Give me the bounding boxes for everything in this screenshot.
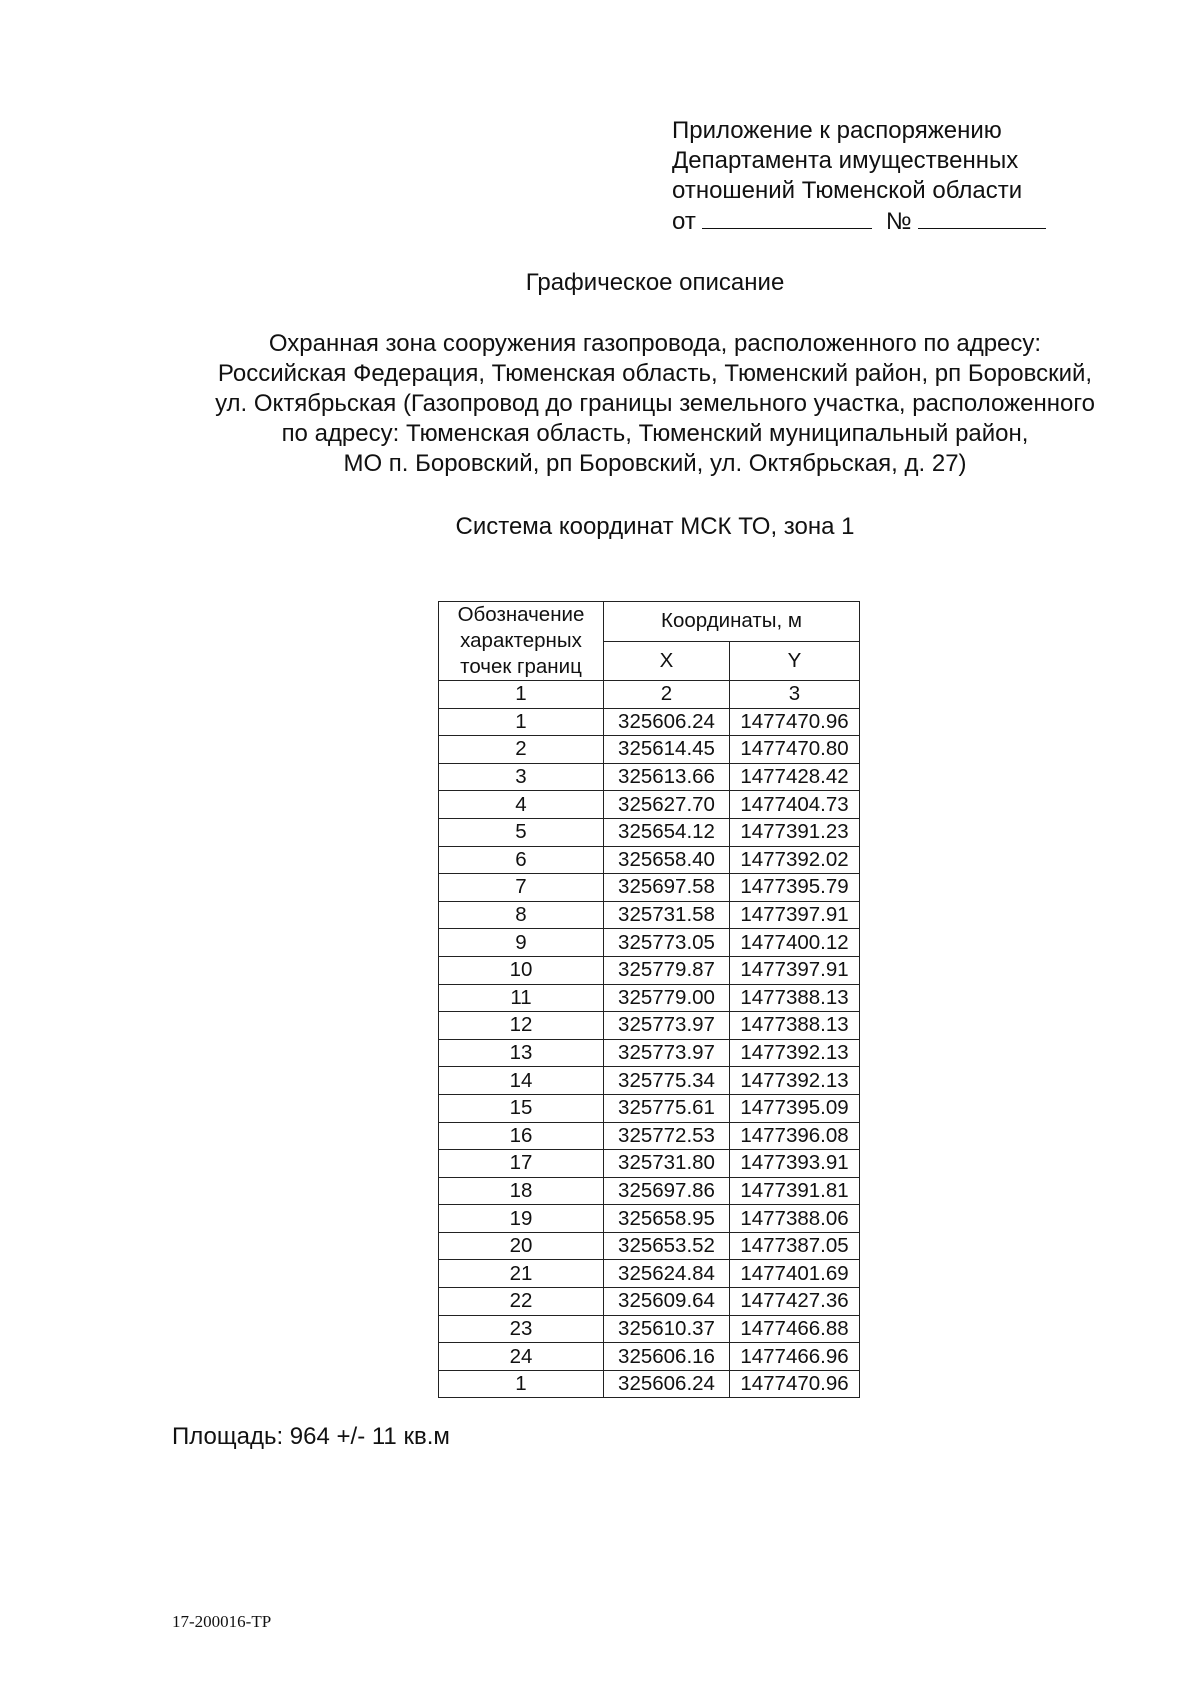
table-row (439, 1122, 860, 1150)
table-row (439, 1260, 860, 1288)
table-row (439, 1177, 860, 1205)
x-coordinate-cell: 325773.97 (604, 1039, 730, 1067)
point-id-cell: 18 (439, 1177, 604, 1205)
point-id-cell: 4 (439, 791, 604, 819)
y-coordinate-cell: 1477392.13 (730, 1067, 860, 1095)
table-row (439, 818, 860, 846)
table-row (439, 901, 860, 929)
x-coordinate-cell: 325772.53 (604, 1122, 730, 1150)
point-id-cell: 11 (439, 984, 604, 1012)
table-row (439, 1039, 860, 1067)
appendix-line-3: отношений Тюменской области (672, 177, 1023, 204)
point-id-cell: 1 (439, 1370, 604, 1398)
point-id-cell: 2 (439, 736, 604, 764)
y-coordinate-cell: 1477470.96 (730, 708, 860, 736)
coordinates-table (438, 601, 860, 1398)
document-heading: Графическое описание (525, 269, 785, 296)
point-id-cell: 24 (439, 1343, 604, 1371)
x-coordinate-cell: 325775.34 (604, 1067, 730, 1095)
y-coordinate-cell: 1477400.12 (730, 929, 860, 957)
column-number: 3 (730, 681, 860, 709)
x-coordinate-cell: 325606.24 (604, 1370, 730, 1398)
table-row (439, 929, 860, 957)
document-number: 17-200016-ТР (172, 1612, 272, 1631)
y-coordinate-cell: 1477397.91 (730, 956, 860, 984)
table-row (439, 1094, 860, 1122)
table-row (439, 1288, 860, 1316)
point-id-cell: 21 (439, 1260, 604, 1288)
x-coordinate-cell: 325775.61 (604, 1094, 730, 1122)
x-coordinate-cell: 325606.24 (604, 708, 730, 736)
x-coordinate-cell: 325773.05 (604, 929, 730, 957)
y-coordinate-cell: 1477470.96 (730, 1370, 860, 1398)
x-coordinate-cell: 325779.00 (604, 984, 730, 1012)
point-id-cell: 7 (439, 874, 604, 902)
table-row (439, 956, 860, 984)
point-id-cell: 20 (439, 1232, 604, 1260)
number-blank-line (918, 206, 1046, 229)
y-coordinate-cell: 1477392.13 (730, 1039, 860, 1067)
point-id-cell: 9 (439, 929, 604, 957)
table-row (439, 791, 860, 819)
x-coordinate-cell: 325624.84 (604, 1260, 730, 1288)
header-coordinates: Координаты, м (604, 602, 860, 642)
x-coordinate-cell: 325613.66 (604, 763, 730, 791)
x-coordinate-cell: 325658.40 (604, 846, 730, 874)
x-coordinate-cell: 325697.58 (604, 874, 730, 902)
x-coordinate-cell: 325658.95 (604, 1205, 730, 1233)
y-coordinate-cell: 1477396.08 (730, 1122, 860, 1150)
y-coordinate-cell: 1477397.91 (730, 901, 860, 929)
point-id-cell: 13 (439, 1039, 604, 1067)
y-coordinate-cell: 1477428.42 (730, 763, 860, 791)
area-label: Площадь: 964 +/- 11 кв.м (172, 1423, 450, 1450)
x-coordinate-cell: 325609.64 (604, 1288, 730, 1316)
x-coordinate-cell: 325731.80 (604, 1150, 730, 1178)
coordinate-system-label: Система координат МСК ТО, зона 1 (455, 513, 855, 540)
table-row (439, 1012, 860, 1040)
point-id-cell: 23 (439, 1315, 604, 1343)
point-id-cell: 1 (439, 708, 604, 736)
date-blank-line (702, 206, 872, 229)
y-coordinate-cell: 1477470.80 (730, 736, 860, 764)
x-coordinate-cell: 325627.70 (604, 791, 730, 819)
y-coordinate-cell: 1477466.96 (730, 1343, 860, 1371)
header-y: Y (730, 641, 860, 681)
coordinates-table-body (439, 708, 860, 1398)
y-coordinate-cell: 1477391.81 (730, 1177, 860, 1205)
y-coordinate-cell: 1477393.91 (730, 1150, 860, 1178)
x-coordinate-cell: 325614.45 (604, 736, 730, 764)
zone-description (0, 329, 1200, 479)
zone-description-line: ул. Октябрьская (Газопровод до границы земельного участка, расположенного (215, 390, 1095, 417)
x-coordinate-cell: 325773.97 (604, 1012, 730, 1040)
y-coordinate-cell: 1477404.73 (730, 791, 860, 819)
point-id-cell: 17 (439, 1150, 604, 1178)
y-coordinate-cell: 1477395.09 (730, 1094, 860, 1122)
appendix-line-2: Департамента имущественных (672, 147, 1019, 174)
y-coordinate-cell: 1477388.13 (730, 984, 860, 1012)
point-id-cell: 8 (439, 901, 604, 929)
number-label: № (885, 208, 912, 235)
zone-description-line: МО п. Боровский, рп Боровский, ул. Октябрьская, д. 27) (343, 450, 967, 477)
header-x: X (604, 641, 730, 681)
point-id-cell: 22 (439, 1288, 604, 1316)
table-row (439, 1370, 860, 1398)
table-row (439, 1150, 860, 1178)
point-id-cell: 19 (439, 1205, 604, 1233)
point-id-cell: 15 (439, 1094, 604, 1122)
header-points: Обозначение характерных точек границ (439, 602, 604, 681)
zone-description-line: по адресу: Тюменская область, Тюменский муниципальный район, (281, 420, 1029, 447)
point-id-cell: 16 (439, 1122, 604, 1150)
point-id-cell: 5 (439, 818, 604, 846)
table-row (439, 1343, 860, 1371)
table-row (439, 708, 860, 736)
table-row (439, 1067, 860, 1095)
from-label: от (672, 208, 696, 235)
table-row (439, 736, 860, 764)
y-coordinate-cell: 1477466.88 (730, 1315, 860, 1343)
y-coordinate-cell: 1477392.02 (730, 846, 860, 874)
table-row (439, 1232, 860, 1260)
y-coordinate-cell: 1477401.69 (730, 1260, 860, 1288)
x-coordinate-cell: 325779.87 (604, 956, 730, 984)
point-id-cell: 10 (439, 956, 604, 984)
point-id-cell: 6 (439, 846, 604, 874)
zone-description-line: Охранная зона сооружения газопровода, расположенного по адресу: (268, 330, 1042, 357)
table-row (439, 1205, 860, 1233)
y-coordinate-cell: 1477388.13 (730, 1012, 860, 1040)
point-id-cell: 12 (439, 1012, 604, 1040)
point-id-cell: 14 (439, 1067, 604, 1095)
x-coordinate-cell: 325731.58 (604, 901, 730, 929)
y-coordinate-cell: 1477427.36 (730, 1288, 860, 1316)
column-number: 2 (604, 681, 730, 709)
x-coordinate-cell: 325610.37 (604, 1315, 730, 1343)
column-number: 1 (439, 681, 604, 709)
appendix-date-number-line (672, 206, 1046, 237)
appendix-block (672, 116, 1046, 237)
y-coordinate-cell: 1477391.23 (730, 818, 860, 846)
appendix-line-1: Приложение к распоряжению (672, 117, 1002, 144)
x-coordinate-cell: 325653.52 (604, 1232, 730, 1260)
x-coordinate-cell: 325606.16 (604, 1343, 730, 1371)
table-row (439, 1315, 860, 1343)
y-coordinate-cell: 1477395.79 (730, 874, 860, 902)
y-coordinate-cell: 1477388.06 (730, 1205, 860, 1233)
y-coordinate-cell: 1477387.05 (730, 1232, 860, 1260)
x-coordinate-cell: 325654.12 (604, 818, 730, 846)
point-id-cell: 3 (439, 763, 604, 791)
table-row (439, 984, 860, 1012)
table-row (439, 763, 860, 791)
x-coordinate-cell: 325697.86 (604, 1177, 730, 1205)
table-row (439, 874, 860, 902)
table-row (439, 846, 860, 874)
zone-description-line: Российская Федерация, Тюменская область, Тюменский район, рп Боровский, (217, 360, 1093, 387)
